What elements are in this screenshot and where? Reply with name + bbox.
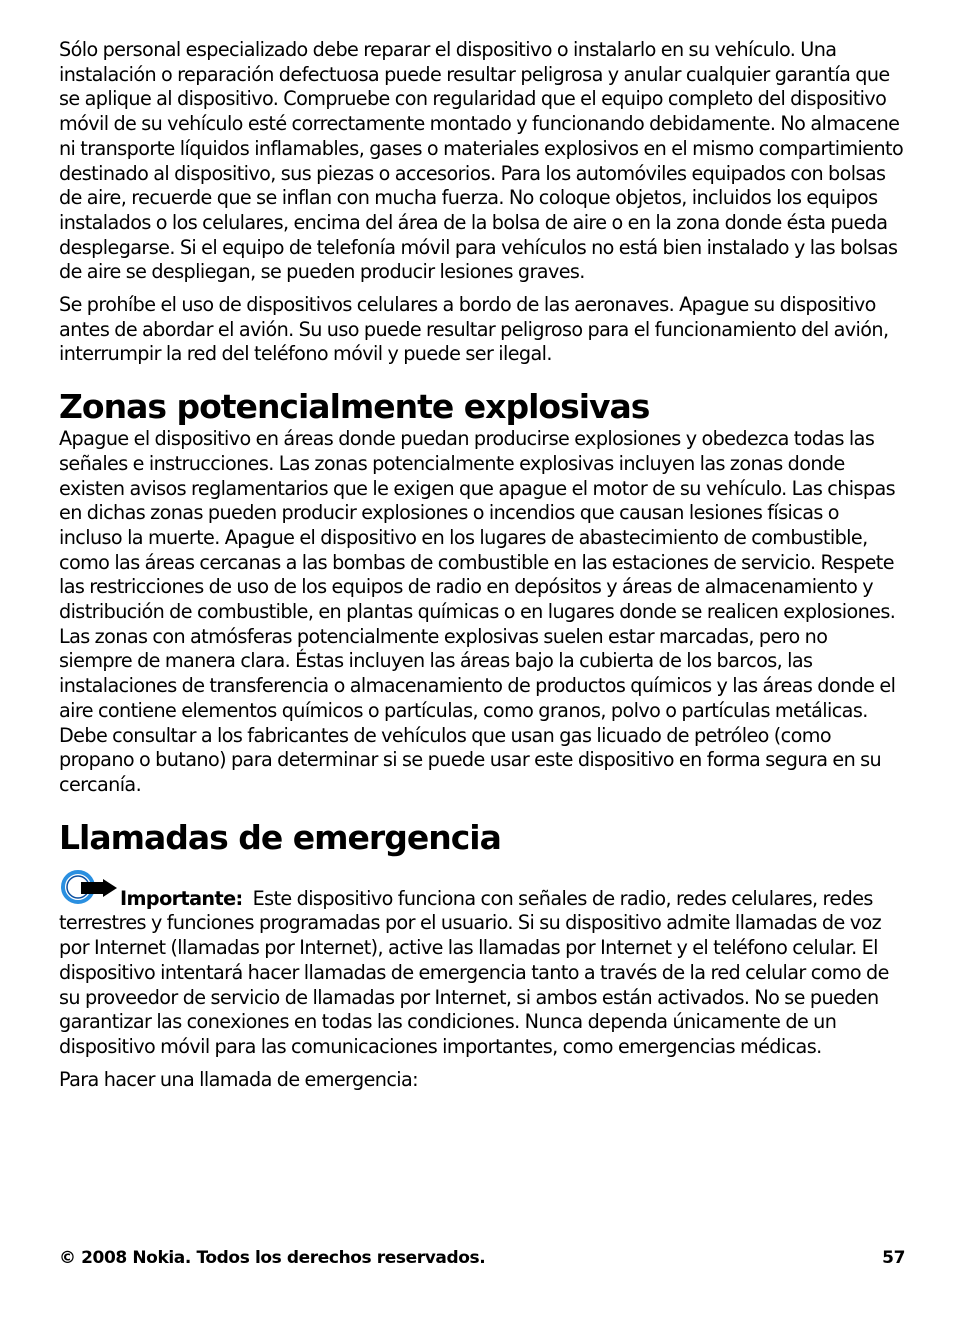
note-hand-icon xyxy=(59,866,119,908)
footer-copyright: © 2008 Nokia. Todos los derechos reservados. xyxy=(59,1248,486,1268)
note-paragraph xyxy=(59,866,905,1060)
paragraph-emergency-call-intro: Para hacer una llamada de emergencia: xyxy=(59,1067,419,1091)
page-number: 57 xyxy=(882,1248,905,1268)
page-footer xyxy=(59,1248,905,1268)
paragraph-explosive-zones: Apague el dispositivo en áreas donde puedan producirse explosiones y obedezca todas las señales e instrucciones. Las zonas potencialmente explosivas incluyen las zonas donde existen avisos reglamentarios que le exigen que apague el motor de su vehículo. Las chispas en dichas zonas pueden producir explosiones o incendios que causan lesiones físicas o incluso la muerte. Apague el dispositivo en los lugares de abastecimiento de combustible, como las áreas cercanas a las bombas de combustible en las estaciones de servicio. Respete las restricciones de uso de los equipos de radio en depósitos y áreas de almacenamiento y distribución de combustible, en plantas químicas o en lugares donde se realicen explosiones. Las zonas con atmósferas potencialmente explosivas suelen estar marcadas, pero no siempre de manera clara. Éstas incluyen las áreas bajo la cubierta de los barcos, las instalaciones de transferencia o almacenamiento de productos químicos y las áreas donde el aire contiene elementos químicos o partículas, como granos, polvo o partículas metálicas. Debe consultar a los fabricantes de vehículos que usan gas licuado de petróleo (como propano o butano) para determinar si se puede usar este dispositivo en forma segura en su cercanía. xyxy=(59,427,896,796)
paragraph-installation: Sólo personal especializado debe reparar el dispositivo o instalarlo en su vehículo. Una instalación o reparación defectuosa puede resultar peligrosa y anular cualquier garantía que se aplique al dispositivo. Compruebe con regularidad que el equipo completo del dispositivo móvil de su vehículo esté correctamente montado y funcionando debidamente. No almacene ni transporte líquidos inflamables, gases o materiales explosivos en el mismo compartimiento destinado al dispositivo, sus piezas o accesorios. Para los automóviles equipados con bolsas de aire, recuerde que se inflan con mucha fuerza. No coloque objetos, incluidos los equipos instalados o los celulares, encima del área de la bolsa de aire o en la zona donde ésta pueda desplegarse. Si el equipo de telefonía móvil para vehículos no está bien instalado y las bolsas de aire se despliegan, se pueden producir lesiones graves. xyxy=(59,38,904,284)
page-content xyxy=(59,38,905,1092)
note-label: Importante: xyxy=(120,886,243,910)
note-text: Este dispositivo funciona con señales de radio, redes celulares, redes terrestres y funciones programadas por el usuario. Si su dispositivo admite llamadas de voz por Internet (llamadas por Internet), active las llamadas por Internet y el teléfono celular. El dispositivo intentará hacer llamadas de emergencia tanto a través de la red celular como de su proveedor de servicio de llamadas por Internet, si ambos están activados. No se pueden garantizar las conexiones en todas las condiciones. Nunca dependa únicamente de un dispositivo móvil para las comunicaciones importantes, como emergencias médicas. xyxy=(59,886,889,1058)
heading-emergency-calls: Llamadas de emergencia xyxy=(59,817,501,857)
paragraph-aircraft: Se prohíbe el uso de dispositivos celulares a bordo de las aeronaves. Apague su dispositivo antes de abordar el avión. Su uso puede resultar peligroso para el funcionamiento del avión, interrumpir la red del teléfono móvil y puede ser ilegal. xyxy=(59,293,889,366)
heading-explosive-zones: Zonas potencialmente explosivas xyxy=(59,387,650,427)
